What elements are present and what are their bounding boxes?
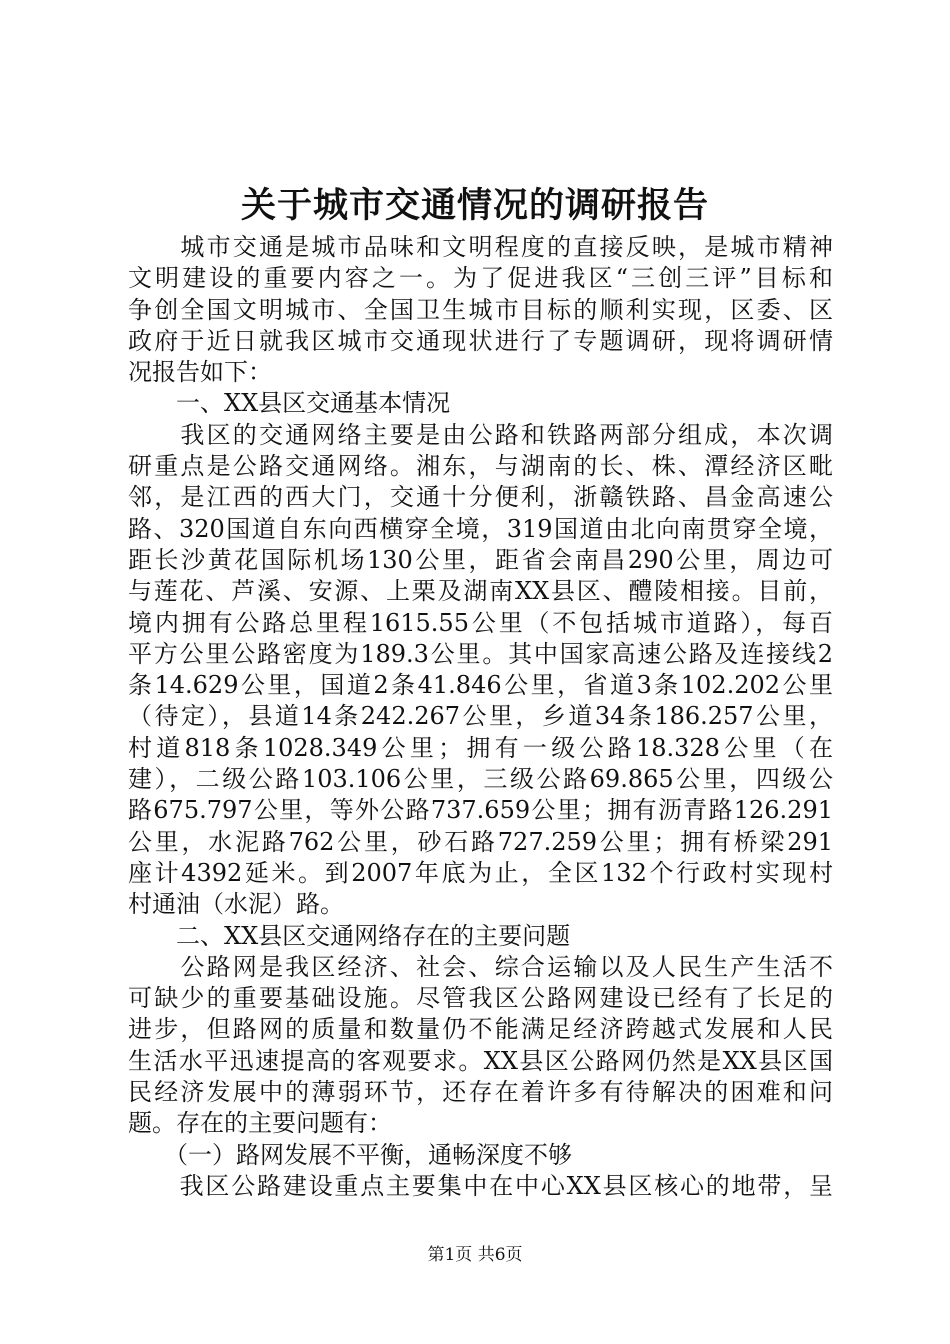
body-line: 可缺少的重要基础设施。尽管我区公路网建设已经有了长足的 <box>128 984 833 1013</box>
body-line: 平方公里公路密度为189.3公里。其中国家高速公路及连接线2 <box>128 639 833 668</box>
body-line: 况报告如下： <box>128 358 272 387</box>
body-line: 境内拥有公路总里程1615.55公里（不包括城市道路），每百 <box>128 608 833 637</box>
body-line: 距长沙黄花国际机场130公里，距省会南昌290公里，周边可 <box>128 545 833 574</box>
body-line: 研重点是公路交通网络。湘东，与湖南的长、株、潭经济区毗 <box>128 452 833 481</box>
body-line: 生活水平迅速提高的客观要求。XX县区公路网仍然是XX县区国 <box>128 1046 833 1075</box>
body-line: （待定），县道14条242.267公里，乡道34条186.257公里， <box>128 702 833 731</box>
body-line: 建），二级公路103.106公里，三级公路69.865公里，四级公 <box>128 765 833 794</box>
body-line: 文明建设的重要内容之一。为了促进我区“三创三评”目标和 <box>128 264 833 293</box>
body-line: 座计4392延米。到2007年底为止，全区132个行政村实现村 <box>128 858 833 887</box>
body-line: 村通油（水泥）路。 <box>128 890 344 919</box>
document-title: 关于城市交通情况的调研报告 <box>240 185 709 226</box>
document-body <box>128 232 833 1202</box>
body-line: 城市交通是城市品味和文明程度的直接反映，是城市精神 <box>128 233 833 261</box>
body-line: （一）路网发展不平衡，通畅深度不够 <box>128 1140 572 1169</box>
body-line: 邻，是江西的西大门，交通十分便利，浙赣铁路、昌金高速公 <box>128 483 833 512</box>
body-line: 与莲花、芦溪、安源、上栗及湖南XX县区、醴陵相接。目前， <box>128 577 833 606</box>
body-line: 争创全国文明城市、全国卫生城市目标的顺利实现，区委、区 <box>128 295 833 324</box>
body-line: 一、XX县区交通基本情况 <box>128 389 451 418</box>
page-footer: 第1页 共6页 <box>427 1245 523 1265</box>
body-line: 路675.797公里，等外公路737.659公里；拥有沥青路126.291 <box>128 796 833 825</box>
body-line: 我区公路建设重点主要集中在中心XX县区核心的地带，呈 <box>128 1171 833 1200</box>
body-line: 进步，但路网的质量和数量仍不能满足经济跨越式发展和人民 <box>128 1015 833 1044</box>
body-line: 民经济发展中的薄弱环节，还存在着许多有待解决的困难和问 <box>128 1078 833 1107</box>
body-line: 公里，水泥路762公里，砂石路727.259公里；拥有桥梁291 <box>128 827 833 856</box>
body-line: 路、320国道自东向西横穿全境，319国道由北向南贯穿全境， <box>128 514 833 543</box>
body-line: 村道818条1028.349公里；拥有一级公路18.328公里（在 <box>128 733 833 762</box>
body-line: 公路网是我区经济、社会、综合运输以及人民生产生活不 <box>128 952 833 981</box>
body-line: 题。存在的主要问题有： <box>128 1109 392 1138</box>
body-line: 条14.629公里，国道2条41.846公里，省道3条102.202公里 <box>128 671 833 700</box>
body-line: 二、XX县区交通网络存在的主要问题 <box>128 921 571 950</box>
body-line: 政府于近日就我区城市交通现状进行了专题调研，现将调研情 <box>128 326 833 355</box>
body-line: 我区的交通网络主要是由公路和铁路两部分组成，本次调 <box>128 420 833 449</box>
